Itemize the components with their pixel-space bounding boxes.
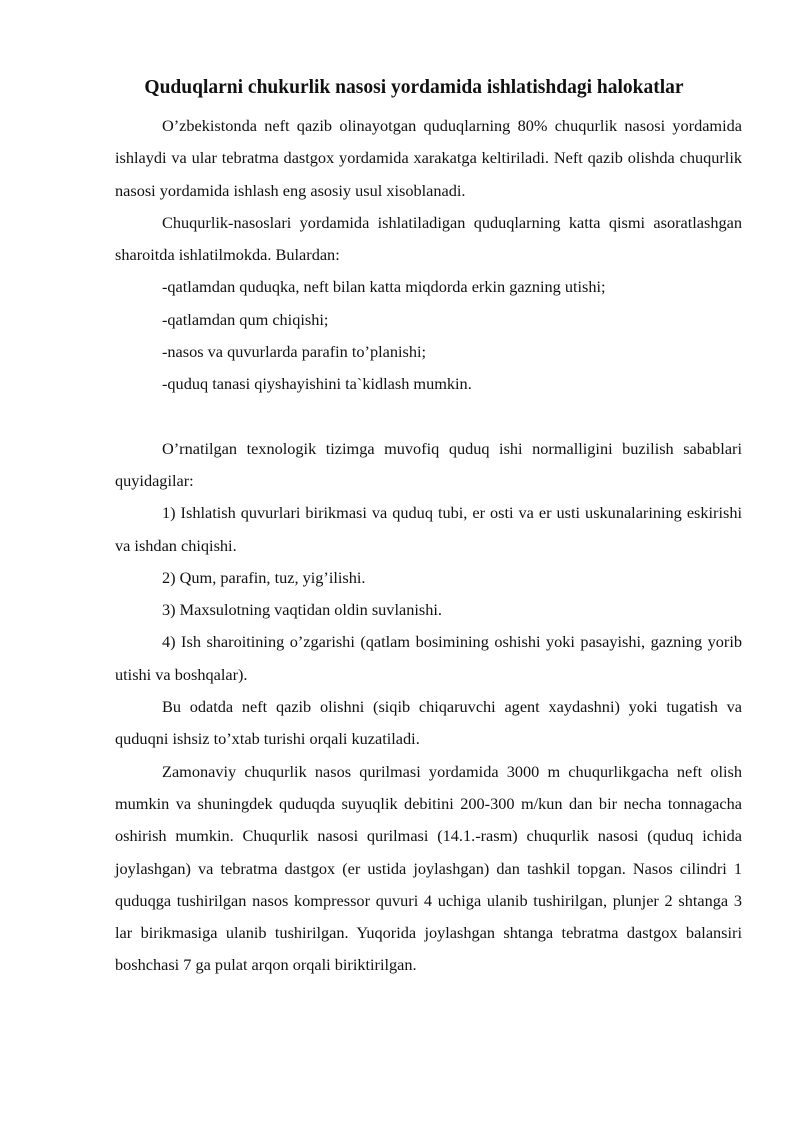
list-item-inclination: -quduq tanasi qiyshayishini ta`kidlash mumkin.: [162, 374, 472, 394]
numbered-item-3: 3) Maxsulotning vaqtidan oldin suvlanishi.: [162, 600, 442, 620]
numbered-item-4: 4) Ish sharoitining o’zgarishi (qatlam bosimining oshishi yoki pasayishi, gazning yorib utishi va boshqalar).: [115, 632, 742, 684]
paragraph-gap: [115, 401, 742, 433]
document-body: [115, 110, 742, 982]
paragraph-pump-description: Zamonaviy chuqurlik nasos qurilmasi yordamida 3000 m chuqurlikgacha neft olish mumkin va shuningdek quduqda suyuqlik debitini 200-300 m/kun dan bir necha tonnagacha oshirish mumkin. Chuqurlik nasosi qurilmasi (14.1.-rasm) chuqurlik nasosi (quduq ichida joylashgan) va tebratma dastgox (er ustida joylashgan) dan tashkil topgan. Nasos cilindri 1 quduqga tushirilgan nasos kompressor quvuri 4 uchiga ulanib tushirilgan, plunjer 2 shtanga 3 lar birikmasiga ulanib tushirilgan. Yuqorida joylashgan shtanga tebratma dastgox balansiri boshchasi 7 ga pulat arqon orqali biriktirilgan.: [115, 761, 742, 975]
paragraph-causes: O’rnatilgan texnologik tizimga muvofiq quduq ishi normalligini buzilish sabablari quyidagilar:: [115, 438, 742, 490]
list-item-gas: -qatlamdan quduqka, neft bilan katta miqdorda erkin gazning utishi;: [162, 277, 606, 297]
list-item-paraffin: -nasos va quvurlarda parafin to’planishi;: [162, 342, 427, 362]
document-title: Quduqlarni chukurlik nasosi yordamida ishlatishdagi halokatlar: [144, 77, 684, 98]
numbered-item-2: 2) Qum, parafin, tuz, yig’ilishi.: [162, 567, 366, 587]
paragraph-observation: Bu odatda neft qazib olishni (siqib chiqaruvchi agent xaydashni) yoki tugatish va quduqni ishsiz to’xtab turishi orqali kuzatiladi.: [115, 697, 742, 749]
list-item-sand: -qatlamdan qum chiqishi;: [162, 309, 329, 329]
paragraph-complications: Chuqurlik-nasoslari yordamida ishlatiladigan quduqlarning katta qismi asoratlashgan sharoitda ishlatilmokda. Bulardan:: [115, 212, 742, 265]
numbered-item-1: 1) Ishlatish quvurlari birikmasi va quduq tubi, er osti va er usti uskunalarining eskirishi va ishdan chiqishi.: [115, 503, 742, 555]
paragraph-intro: O’zbekistonda neft qazib olinayotgan quduqlarning 80% chuqurlik nasosi yordamida ishlaydi va ular tebratma dastgox yordamida xarakatga keltiriladi. Neft qazib olishda chuqurlik nasosi yordamida ishlash eng asosiy usul xisoblanadi.: [115, 116, 742, 200]
